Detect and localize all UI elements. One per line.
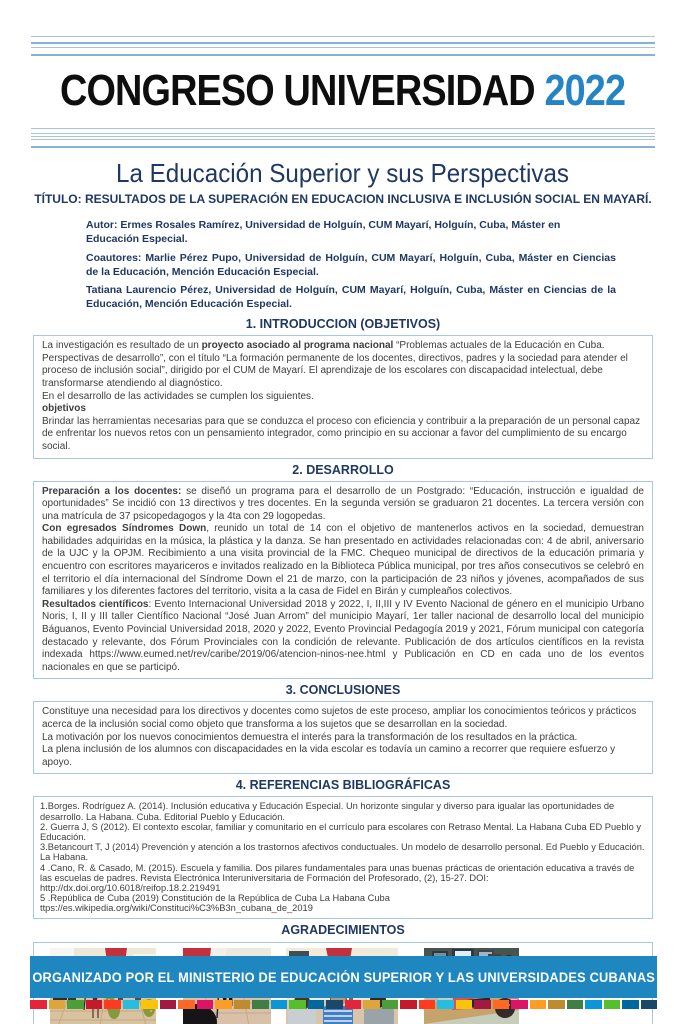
- sdg-color-segment: [456, 1000, 473, 1009]
- paragraph: La plena inclusión de los alumnos con discapacidades en la vida escolar es todavía un camino a recorrer que requiere esfuerzo y apoyo.: [42, 744, 616, 768]
- decorative-rule: [31, 36, 655, 37]
- sdg-color-segment: [178, 1000, 195, 1009]
- decorative-rule-group-mid: [31, 128, 655, 148]
- paragraph: La investigación es resultado de un proyecto asociado al programa nacional “Problemas actuales de la Educación en Cuba. Perspectivas de desarrollo”, con el título “La formación permanente de los docentes, directivos, padres y la sociedad para atender el proceso de inclusión social”, dirigido por el CUM de Mayarí. El aprendizaje de los escolares con discapacidad intelectual, debe transformarse atendiendo al diagnóstico.: [42, 340, 628, 389]
- congress-title-text: CONGRESO UNIVERSIDAD: [60, 66, 545, 115]
- decorative-rule: [31, 42, 655, 44]
- sdg-color-segment: [234, 1000, 251, 1009]
- section-heading-introduccion: 1. INTRODUCCION (OBJETIVOS): [245, 317, 441, 332]
- sdg-color-segment: [289, 1000, 306, 1009]
- decorative-rule: [31, 133, 655, 134]
- paragraph: Preparación a los docentes: se diseñó un programa para el desarrollo de un Postgrado: “Educación, instrucción e igualdad de oportunidades” Se incidió con 13 directivos y tres docentes. En la segunda versión se graduaron 21 docentes. La tercera versión con una matrícula de 37 psicopedagogos y la 4ta con 29 logopedas.: [42, 485, 644, 522]
- sdg-color-segment: [252, 1000, 269, 1009]
- decorative-rule: [31, 139, 655, 140]
- sdg-color-segment: [382, 1000, 399, 1009]
- decorative-rule: [31, 136, 655, 137]
- introduccion-box: [33, 335, 653, 458]
- sdg-color-segment: [437, 1000, 454, 1009]
- coauthor-line: Tatiana Laurencio Pérez, Universidad de Holguín, CUM Mayarí, Holguín, Cuba, Máster en Ciencias de la Educación, Mención Educación Especial.: [86, 284, 616, 311]
- paragraph: La motivación por los nuevos conocimientos demuestra el interés para la transformación de los resultados en la práctica.: [42, 731, 578, 743]
- sdg-color-segment: [308, 1000, 325, 1009]
- decorative-rule: [31, 146, 655, 148]
- organizer-banner: [30, 956, 657, 998]
- sdg-color-segment: [511, 1000, 528, 1009]
- reference-item: 5 .República de Cuba (2019) Constitución de la República de Cuba La Habana Cuba ttps://es.wikipedia.org/wiki/Constituci%C3%B3n_cubana_de_2019: [40, 893, 390, 914]
- reference-item: 3.Betancourt T, J (2014) Prevención y atención a los trastornos afectivos conductuales. Un modelo de desarrollo personal. Ed Pueblo y Educación. La Habana.: [40, 842, 645, 863]
- sdg-color-segment: [363, 1000, 380, 1009]
- sdg-color-segment: [104, 1000, 121, 1009]
- sdg-color-segment: [585, 1000, 602, 1009]
- sdg-color-segment: [49, 1000, 66, 1009]
- organizer-banner-text: ORGANIZADO POR EL MINISTERIO DE EDUCACIÓN SUPERIOR Y LAS UNIVERSIDADES CUBANAS: [32, 969, 655, 985]
- sdg-color-segment: [419, 1000, 436, 1009]
- author-line: Autor: Ermes Rosales Ramírez, Universidad de Holguín, CUM Mayarí, Holguín, Cuba, Máster en Educación Especial.: [86, 219, 561, 245]
- sdg-color-segment: [548, 1000, 565, 1009]
- reference-item: 2. Guerra J, S (2012). El contexto escolar, familiar y comunitario en el currículo para escolares con Retraso Mental. La Habana Cuba ED Pueblo y Educación.: [40, 821, 641, 842]
- conclusiones-box: [33, 701, 653, 774]
- poster-title: TÍTULO: RESULTADOS DE LA SUPERACIÓN EN EDUCACION INCLUSIVA E INCLUSIÓN SOCIAL EN MAYARÍ.: [34, 192, 652, 206]
- event-title: La Educación Superior y sus Perspectivas: [116, 158, 570, 188]
- sdg-color-segment: [271, 1000, 288, 1009]
- sdg-color-segment: [493, 1000, 510, 1009]
- referencias-box: [33, 796, 653, 918]
- decorative-rule: [31, 47, 655, 48]
- sdg-color-segment: [567, 1000, 584, 1009]
- section-heading-referencias: 4. REFERENCIAS BIBLIOGRÁFICAS: [235, 778, 451, 793]
- decorative-rule: [31, 54, 655, 56]
- sdg-color-segment: [604, 1000, 621, 1009]
- desarrollo-box: [33, 481, 653, 680]
- paragraph: Con egresados Síndromes Down, reunido un total de 14 con el objetivo de mantenerlos activos en la sociedad, demuestran habilidades adquiridas en la música, la plástica y la danza. Se han presentado en actividades relacionadas con: 4 de abril, aniversario de la UJC y la OPJM. Recibimiento a una visita provincial de la FMC. Chequeo municipal de directivos de la educación primaria y encuentro con escritores mayariceros e invitados realizado en la Biblioteca Pública municipal, por tres años consecutivos se celebró en el territorio el día internacional del Síndrome Down el 21 de marzo, con la participación de 23 niños y jóvenes, acompañados de sus familiares y los diferentes factores del territorio, visita a la casa de Fidel en Birán y cumpleaños colectivos.: [42, 523, 644, 598]
- sdg-color-segment: [141, 1000, 158, 1009]
- paragraph: Constituye una necesidad para los directivos y docentes como sujetos de este proceso, ampliar los conocimientos teóricos y prácticos acerca de la inclusión social como objeto que transforma a los sujetos que se desarrollan en la sociedad.: [42, 706, 637, 730]
- paragraph: En el desarrollo de las actividades se cumplen los siguientes.: [42, 390, 314, 402]
- sdg-color-segment: [86, 1000, 103, 1009]
- decorative-rule-group-top: [31, 0, 655, 56]
- sdg-color-segment: [622, 1000, 639, 1009]
- sdg-color-segment: [30, 1000, 47, 1009]
- paragraph: Brindar las herramientas necesarias para que se conduzca el proceso con eficiencia y contribuir a la preparación de un personal capaz de enfrentar los nuevos retos con un pensamiento integrador, como principio en su accionar a favor del cumplimiento de su encargo social.: [42, 415, 641, 452]
- sdg-color-segment: [530, 1000, 547, 1009]
- sdg-color-segment: [345, 1000, 362, 1009]
- sdg-color-segment: [215, 1000, 232, 1009]
- sdg-color-segment: [197, 1000, 214, 1009]
- section-heading-desarrollo: 2. DESARROLLO: [292, 462, 394, 477]
- section-heading-agradecimientos: AGRADECIMIENTOS: [281, 922, 405, 937]
- sdg-color-segment: [160, 1000, 177, 1009]
- congress-title: [0, 66, 686, 116]
- sdg-color-segment: [67, 1000, 84, 1009]
- paragraph: objetivos: [42, 403, 86, 415]
- congress-year: 2022: [544, 66, 626, 115]
- coauthor-line: Coautores: Marlie Pérez Pupo, Universidad de Holguín, CUM Mayarí, Holguín, Cuba, Máster en Ciencias de la Educación, Mención Educación Especial.: [86, 251, 616, 278]
- authors-block: [86, 219, 616, 312]
- reference-item: 4 .Cano, R. & Casado, M. (2015). Escuela y familia. Dos pilares fundamentales para unas buenas prácticas de orientación educativa a través de las escuelas de padres. Revista Electrónica Interuniversitaria de Formación del Profesorado, (2), 15-27. DOI: http://dx.doi.org/10.6018/reifop.18.2.219491: [40, 862, 635, 893]
- sdg-color-segment: [641, 1000, 658, 1009]
- sdg-color-segment: [326, 1000, 343, 1009]
- section-heading-conclusiones: 3. CONCLUSIONES: [285, 683, 401, 698]
- sdg-color-strip: [30, 1000, 657, 1009]
- reference-item: 1.Borges. Rodríguez A. (2014). Inclusión educativa y Educación Especial. Un horizonte singular y diverso para igualar las oportunidades de desarrollo. La Habana. Cuba. Editorial Pueblo y Educación.: [40, 801, 615, 822]
- sdg-color-segment: [400, 1000, 417, 1009]
- sdg-color-segment: [123, 1000, 140, 1009]
- paragraph: Resultados científicos: Evento Internacional Universidad 2018 y 2022, I, II,III y IV Evento Nacional de género en el municipio Urbano Noris, I, II y III taller Científico Nacional “José Juan Arrom” del municipio Mayarí, 1er taller nacional de desarrollo local del municipio Báguanos, Evento Povincial Universidad 2018, 2020 y 2022, Evento Provincial Pedagogía 2019 y 2021, Fórum municipal con categoría destacado y relevante, dos Fórum Provinciales con la condición de relevante. Publicación de dos artículos científicos en la revista indexada https://www.eumed.net/rev/caribe/2019/06/atencion-ninos-nee.html y Publicación en CD en cada uno de los eventos nacionales en que se participó.: [42, 598, 645, 673]
- sdg-color-segment: [474, 1000, 491, 1009]
- decorative-rule: [31, 128, 655, 129]
